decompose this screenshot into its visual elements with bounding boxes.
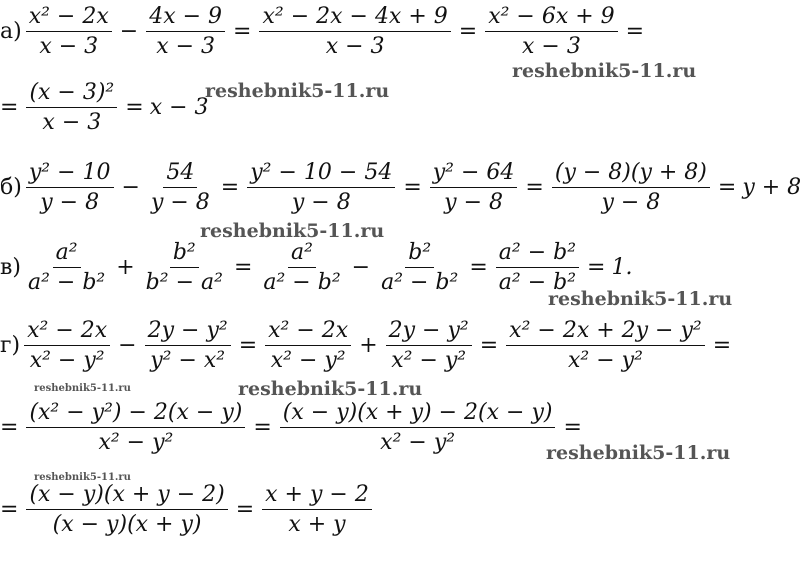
denominator: (x − y)(x + y) [52,512,202,538]
watermark: reshebnik5-11.ru [200,220,385,242]
equals-sign: = [0,95,19,121]
line-v [0,240,632,296]
fraction [146,4,225,60]
fraction [148,160,213,216]
numerator: a² − b² [496,240,579,268]
watermark: reshebnik5-11.ru [512,60,697,82]
numerator: x² − 2x [26,4,112,32]
fraction [26,160,114,216]
equals-sign: = [253,415,272,441]
fraction [26,80,117,136]
equals-sign: = [0,497,19,523]
numerator: (x − y)(x + y − 2) [26,482,227,510]
fraction [265,318,351,374]
numerator: x² − 2x [24,318,110,346]
numerator: (x² − y²) − 2(x − y) [26,400,245,428]
fraction [24,318,110,374]
numerator: x² − 6x + 9 [485,4,617,32]
equals-sign: = [403,175,422,201]
line-g-2 [0,400,588,456]
label-g: г) [0,333,21,359]
fraction [26,482,227,538]
denominator: a² − b² [498,270,577,296]
numerator: (x − y)(x + y) − 2(x − y) [280,400,556,428]
fraction [506,318,705,374]
numerator: a² [288,240,316,268]
numerator: b² [170,240,199,268]
fraction [145,318,231,374]
denominator: x − 3 [325,34,385,60]
denominator: y − 8 [444,190,504,216]
denominator: x² − y² [568,348,643,374]
fraction [262,482,372,538]
fraction [386,318,472,374]
line-a-2 [0,80,209,136]
denominator: x − 3 [522,34,581,60]
denominator: b² − a² [145,270,223,296]
fraction [26,4,112,60]
numerator: y² − 64 [430,160,518,188]
watermark: reshebnik5-11.ru [205,80,390,102]
fraction [430,160,518,216]
equals-sign: = [220,175,240,201]
fraction [247,160,395,216]
denominator: y − 8 [150,190,210,216]
denominator: x² − y² [98,430,174,456]
denominator: x − 3 [156,34,216,60]
label-b: б) [0,175,22,201]
equals-sign: = [525,175,544,201]
line-g-1 [0,318,737,374]
fraction [25,240,108,296]
watermark: reshebnik5-11.ru [34,383,131,394]
minus-sign: − [351,255,371,281]
minus-sign: − [121,175,140,201]
line-g-3 [0,482,374,538]
fraction [552,160,710,216]
watermark: reshebnik5-11.ru [238,378,423,400]
denominator: a² − b² [263,270,341,296]
denominator: x² − y² [380,430,456,456]
numerator: b² [405,240,434,268]
denominator: y − 8 [40,190,100,216]
line-b [0,160,801,216]
equals-sign: = [125,95,144,121]
numerator: x² − 2x + 2y − y² [506,318,705,346]
denominator: a² − b² [381,270,459,296]
equals-sign: = [479,333,499,359]
result: x − 3 [149,95,209,121]
label-a: а) [0,19,22,45]
denominator: y − 8 [291,190,351,216]
equals-sign: = [712,333,732,359]
equals-sign: = [235,497,255,523]
denominator: x² − y² [29,348,105,374]
fraction [378,240,461,296]
equals-sign: = [587,255,606,281]
equals-sign: = [458,19,478,45]
numerator: x + y − 2 [262,482,372,510]
denominator: y² − x² [150,348,226,374]
numerator: y² − 10 [26,160,114,188]
minus-sign: − [119,19,139,45]
numerator: 54 [163,160,197,188]
watermark: reshebnik5-11.ru [548,288,733,310]
line-a-1 [0,4,650,60]
numerator: x² − 2x [265,318,351,346]
equals-sign: = [233,19,252,45]
fraction [280,400,556,456]
denominator: x² − y² [270,348,346,374]
numerator: 4x − 9 [146,4,225,32]
watermark: reshebnik5-11.ru [546,442,731,464]
numerator: (y − 8)(y + 8) [552,160,710,188]
equals-sign: = [238,333,258,359]
denominator: x + y [288,512,346,538]
minus-sign: − [118,333,137,359]
equals-sign: = [563,415,582,441]
fraction [260,240,343,296]
equals-sign: = [233,255,253,281]
numerator: a² [53,240,81,268]
equals-sign: = [717,175,737,201]
equals-sign: = [625,19,645,45]
watermark: reshebnik5-11.ru [34,472,131,483]
denominator: x − 3 [42,110,102,136]
denominator: x − 3 [39,34,99,60]
fraction [485,4,617,60]
numerator: x² − 2x − 4x + 9 [259,4,450,32]
result: 1. [611,255,633,281]
denominator: x² − y² [391,348,467,374]
label-v: в) [0,255,21,281]
numerator: 2y − y² [386,318,472,346]
plus-sign: + [359,333,378,359]
fraction [259,4,450,60]
result: y + 8 [742,175,801,201]
numerator: y² − 10 − 54 [247,160,395,188]
denominator: y − 8 [601,190,661,216]
plus-sign: + [116,255,135,281]
denominator: a² − b² [27,270,106,296]
fraction [26,400,245,456]
numerator: 2y − y² [145,318,231,346]
numerator: (x − 3)² [26,80,117,108]
fraction [143,240,226,296]
equals-sign: = [0,415,19,441]
equals-sign: = [469,255,488,281]
